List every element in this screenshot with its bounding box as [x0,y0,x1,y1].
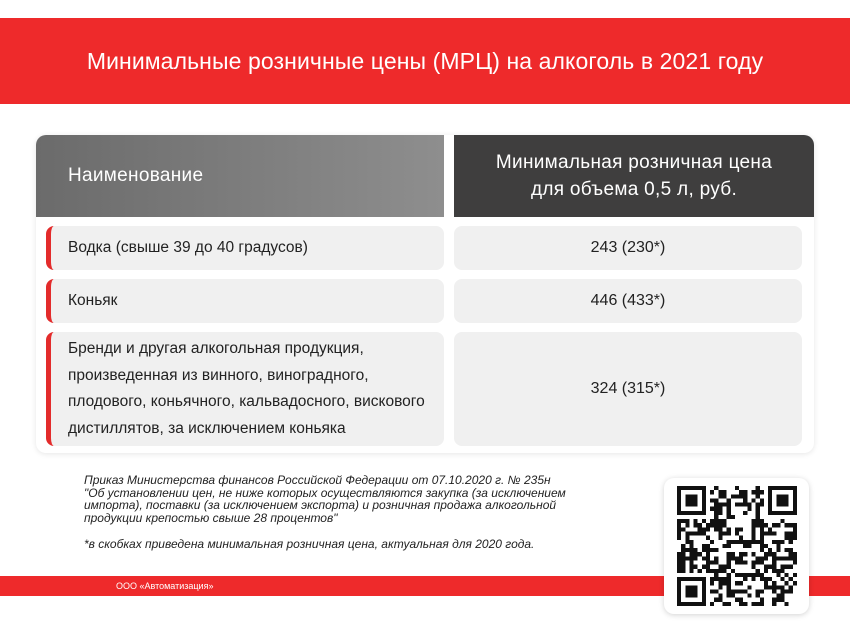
company-name: ООО «Автоматизация» [116,581,214,591]
row-cognac-name [46,279,444,323]
header-banner [0,18,850,104]
row-brandy-name [46,332,444,446]
footnote-order-reference: Приказ Министерства финансов Российской Федерации от 07.10.2020 г. № 235н "Об установлении цен, не ниже которых осуществляются закупка (за исключением импорта), поставки (за исключением экспорта) и розничная продажа алкогольной продукции крепостью свыше 28 процентов" [84,473,566,525]
table-cell-text: 324 (315*) [590,380,666,397]
table-cell-text: Бренди и другая алкогольная продукция, произведенная из винного, виноградного, плодового, коньячного, кальвадосного, вискового дистиллятов, за исключением коньяка [68,340,425,437]
table-cell-text: 446 (433*) [590,292,666,309]
row-brandy-price [454,332,802,446]
footnote [84,474,624,551]
page-title: Минимальные розничные цены (МРЦ) на алкоголь в 2021 году [86,47,764,74]
table-cell-text: Коньяк [68,291,118,309]
footnote-asterisk-note: *в скобках приведена минимальная розничная цена, актуальная для 2020 года. [84,537,535,552]
column-header-name: Наименование [36,135,444,217]
table-cell-text: Водка (свыше 39 до 40 градусов) [68,238,308,256]
row-cognac-price [454,279,802,323]
qr-card [664,478,809,614]
row-vodka-name [46,226,444,270]
qr-code-icon[interactable] [677,486,797,606]
row-vodka-price [454,226,802,270]
column-header-price: Минимальная розничная цена для объема 0,5 л, руб. [454,135,814,217]
table-cell-text: 243 (230*) [590,239,666,256]
